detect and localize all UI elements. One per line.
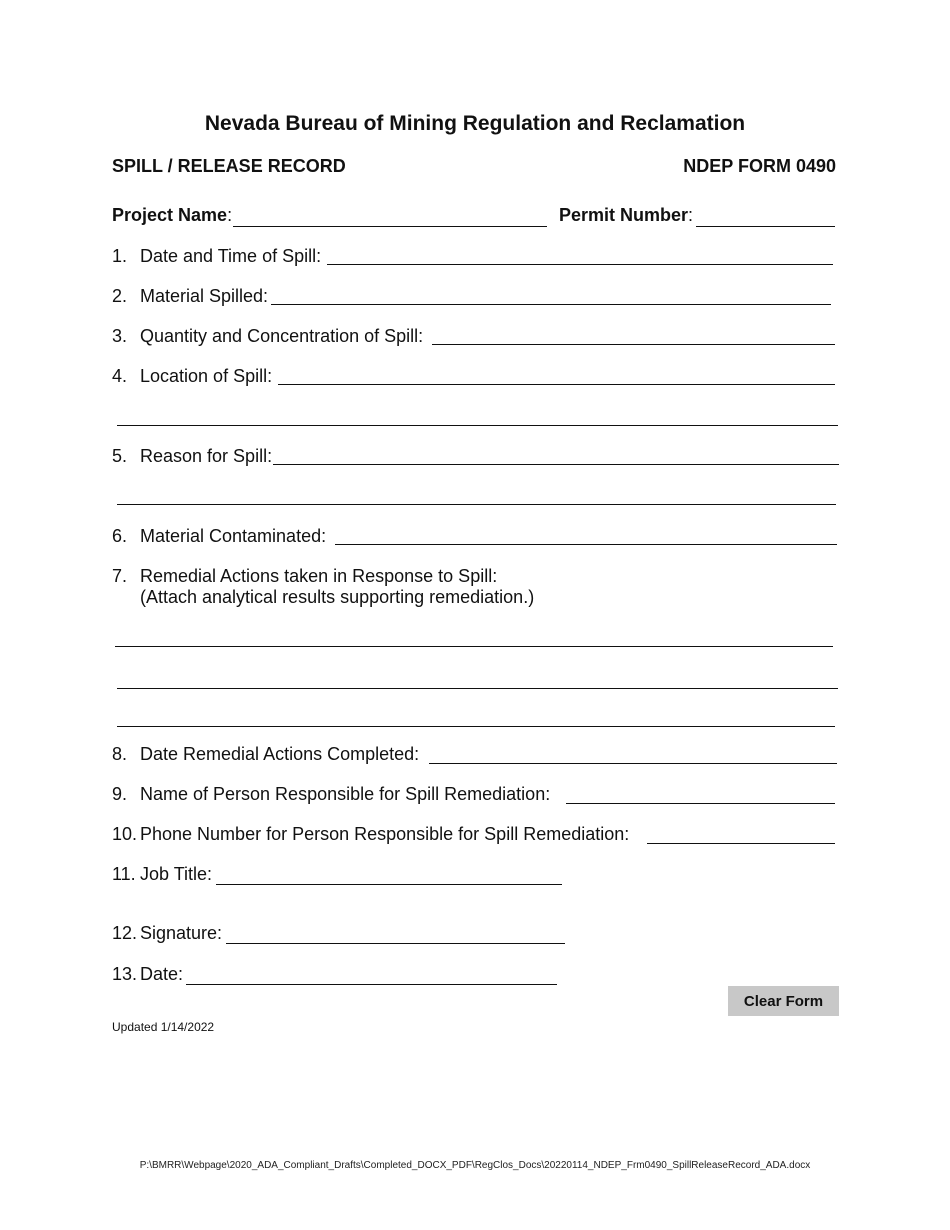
material-spilled-field[interactable] — [271, 304, 831, 305]
responsible-phone-field[interactable] — [647, 843, 835, 844]
job-title-label: Job Title: — [140, 864, 213, 884]
project-name-label: Project Name: — [112, 205, 233, 225]
updated-date: Updated 1/14/2022 — [112, 1020, 215, 1034]
date-field[interactable] — [186, 984, 557, 985]
reason-spill-field-line-2[interactable] — [117, 504, 836, 505]
item-number: 13. — [112, 964, 138, 984]
job-title-field[interactable] — [216, 884, 562, 885]
responsible-phone-label: Phone Number for Person Responsible for Spill Remediation: — [140, 824, 630, 844]
date-label: Date: — [140, 964, 184, 984]
material-contaminated-field[interactable] — [335, 544, 837, 545]
form-title: Nevada Bureau of Mining Regulation and Reclamation — [204, 112, 746, 135]
reason-spill-field[interactable] — [273, 464, 839, 465]
item-number: 4. — [112, 366, 128, 386]
remedial-actions-label: Remedial Actions taken in Response to Spill: — [140, 566, 498, 586]
remedial-actions-note: (Attach analytical results supporting remediation.) — [140, 587, 535, 607]
signature-label: Signature: — [140, 923, 223, 943]
date-remedial-completed-label: Date Remedial Actions Completed: — [140, 744, 420, 764]
item-number: 7. — [112, 566, 128, 586]
permit-number-label: Permit Number: — [559, 205, 694, 225]
item-number: 1. — [112, 246, 128, 266]
form-number: NDEP FORM 0490 — [683, 156, 836, 176]
item-number: 9. — [112, 784, 128, 804]
responsible-person-field[interactable] — [566, 803, 835, 804]
item-number: 2. — [112, 286, 128, 306]
item-number: 8. — [112, 744, 128, 764]
item-number: 12. — [112, 923, 138, 943]
location-spill-label: Location of Spill: — [140, 366, 273, 386]
item-number: 5. — [112, 446, 128, 466]
remedial-actions-field-line-2[interactable] — [117, 688, 838, 689]
date-time-spill-label: Date and Time of Spill: — [140, 246, 322, 266]
file-path: P:\BMRR\Webpage\2020_ADA_Compliant_Drafts\Completed_DOCX_PDF\RegClos_Docs\20220114_NDEP_Frm0490_SpillReleaseRecord_ADA.docx — [139, 1160, 811, 1171]
item-number: 3. — [112, 326, 128, 346]
reason-spill-label: Reason for Spill: — [140, 446, 273, 466]
clear-form-button[interactable]: Clear Form — [728, 986, 839, 1016]
item-number: 10. — [112, 824, 138, 844]
quantity-concentration-field[interactable] — [432, 344, 835, 345]
responsible-person-label: Name of Person Responsible for Spill Remediation: — [140, 784, 551, 804]
material-contaminated-label: Material Contaminated: — [140, 526, 327, 546]
date-remedial-completed-field[interactable] — [429, 763, 837, 764]
item-number: 6. — [112, 526, 128, 546]
record-type-heading: SPILL / RELEASE RECORD — [112, 156, 346, 176]
date-time-spill-field[interactable] — [327, 264, 833, 265]
quantity-concentration-label: Quantity and Concentration of Spill: — [140, 326, 424, 346]
item-number: 11. — [112, 864, 136, 884]
location-spill-field[interactable] — [278, 384, 835, 385]
remedial-actions-field-line-1[interactable] — [115, 646, 833, 647]
permit-number-field[interactable] — [696, 226, 835, 227]
project-name-field[interactable] — [233, 226, 547, 227]
remedial-actions-field-line-3[interactable] — [117, 726, 835, 727]
location-spill-field-line-2[interactable] — [117, 425, 838, 426]
signature-field[interactable] — [226, 943, 565, 944]
material-spilled-label: Material Spilled: — [140, 286, 269, 306]
